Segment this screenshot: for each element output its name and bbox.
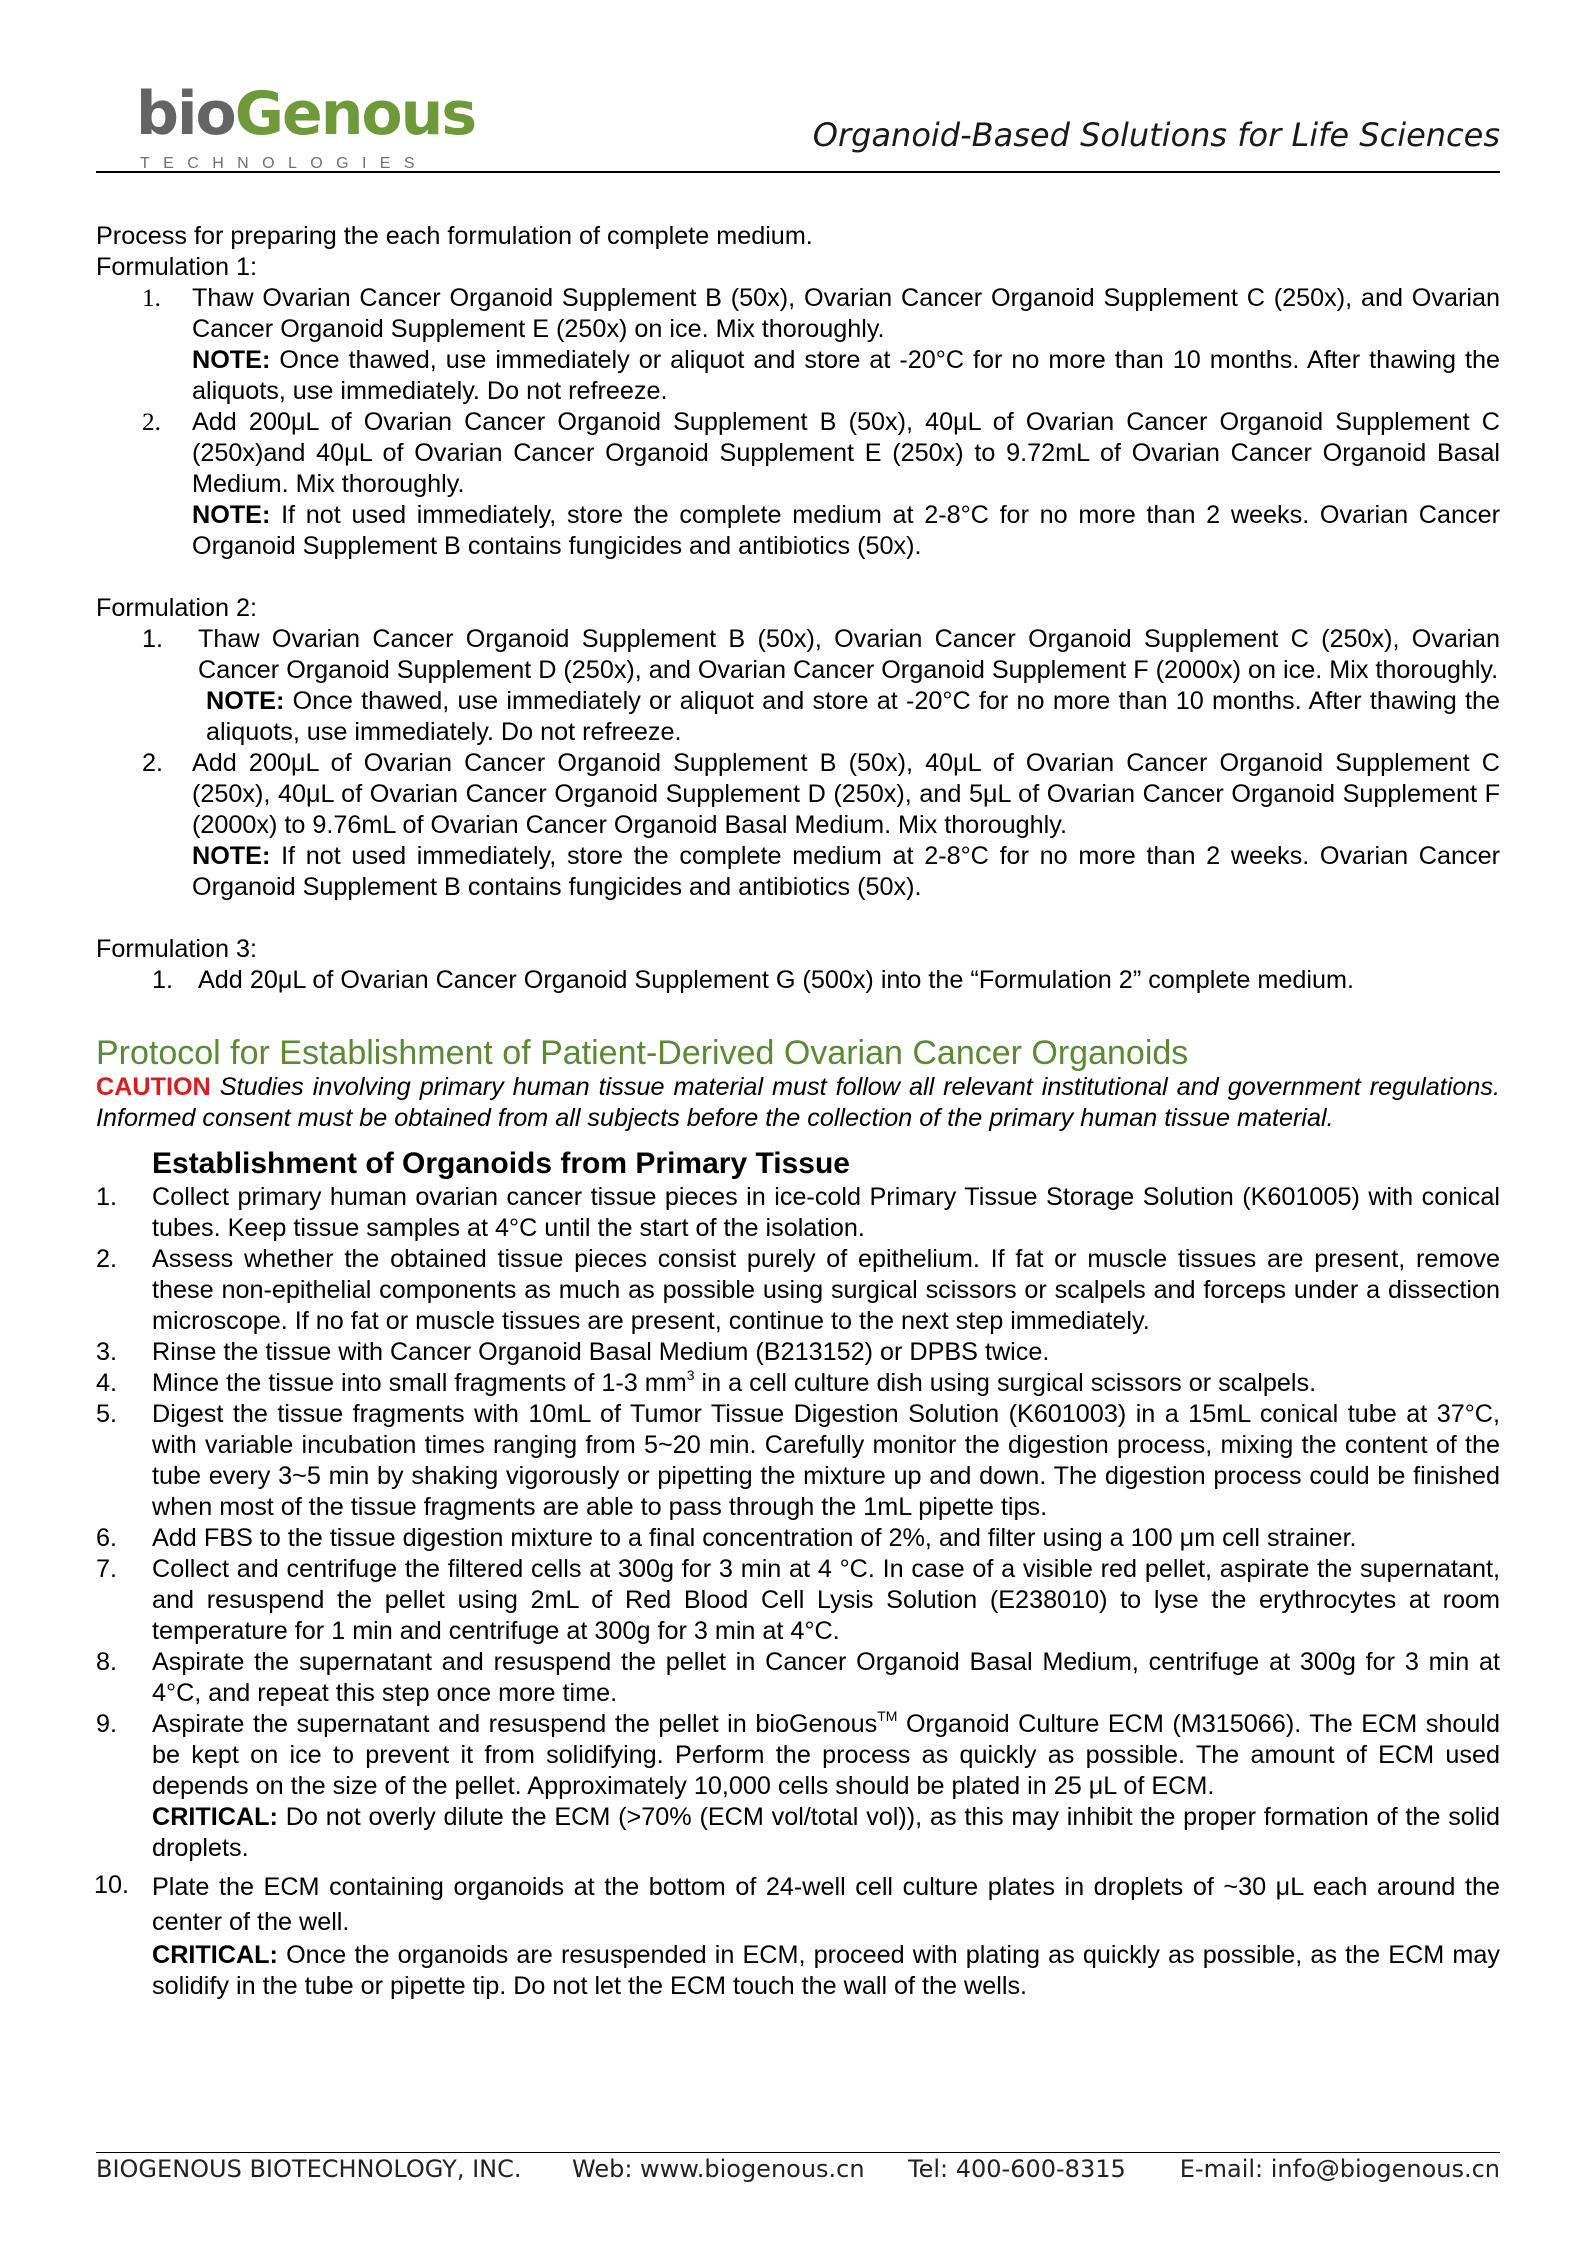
list-number: 1. [152, 966, 174, 994]
list-item [96, 283, 1500, 407]
protocol-step [96, 1523, 1500, 1554]
step-text [152, 1368, 1500, 1399]
establishment-subheading: Establishment of Organoids from Primary Tissue [152, 1147, 850, 1180]
list-number: 1. [142, 625, 164, 653]
note-label: NOTE: [192, 842, 271, 870]
logo-bio-text: bio [136, 79, 235, 149]
step-number: 5. [96, 1400, 118, 1428]
document-page [96, 0, 1500, 2245]
step-number: 7. [96, 1555, 118, 1583]
note-text: If not used immediately, store the complete medium at 2-8°C for no more than 2 weeks. Ovarian Cancer Organoid Supplement B contains fungicides and antibiotics (50x). [192, 501, 1501, 560]
protocol-step [96, 1709, 1500, 1864]
step-number: 6. [96, 1524, 118, 1552]
step-text: Assess whether the obtained tissue pieces consist purely of epithelium. If fat or muscle tissues are present, remove these non-epithelial components as much as possible using surgical scissors or scalpels and forceps under a dissection microscope. If no fat or muscle tissues are present, continue to the next step immediately. [152, 1245, 1500, 1335]
caution-label: CAUTION [96, 1073, 211, 1101]
footer-web: Web: www.biogenous.cn [572, 2155, 865, 2183]
protocol-step [96, 1244, 1500, 1337]
footer-tel: Tel: 400-600-8315 [908, 2155, 1126, 2183]
formulation-2-title: Formulation 2: [96, 594, 257, 622]
list-item [96, 965, 1500, 996]
note-paragraph [192, 841, 1500, 903]
step-number: 1. [96, 1183, 118, 1211]
note-label: NOTE: [206, 687, 285, 715]
company-logo [136, 79, 476, 179]
list-item-text: Thaw Ovarian Cancer Organoid Supplement B (50x), Ovarian Cancer Organoid Supplement C (250x), Ovarian Cancer Organoid Supplement D (250x), and Ovarian Cancer Organoid Supplement F (2000x) on ice. Mix thoroughly. [198, 625, 1500, 684]
note-text: If not used immediately, store the complete medium at 2-8°C for no more than 2 weeks. Ovarian Cancer Organoid Supplement B contains fungicides and antibiotics (50x). [192, 842, 1501, 901]
footer-divider [96, 2152, 1500, 2153]
formulation-2-list [96, 624, 1500, 903]
caution-paragraph [96, 1072, 1500, 1134]
critical-label: CRITICAL: [152, 1803, 278, 1831]
list-item-text: Add 200μL of Ovarian Cancer Organoid Supplement B (50x), 40μL of Ovarian Cancer Organoid Supplement C (250x), 40μL of Ovarian Cancer Organoid Supplement D (250x), and 5μL of Ovarian Cancer Organoid Supplement F (2000x) to 9.76mL of Ovarian Cancer Organoid Basal Medium. Mix thoroughly. [192, 749, 1500, 839]
step-number: 4. [96, 1369, 118, 1397]
logo-genous-text: Genous [234, 79, 476, 149]
critical-text: Once the organoids are resuspended in ECM, proceed with plating as quickly as possible, as the ECM may solidify in the tube or pipette tip. Do not let the ECM touch the wall of the wells. [152, 1941, 1500, 2000]
step-number: 9. [96, 1710, 118, 1738]
critical-text: Do not overly dilute the ECM (>70% (ECM vol/total vol)), as this may inhibit the proper formation of the solid droplets. [152, 1803, 1501, 1862]
formulation-3-list [96, 965, 1500, 996]
list-item [96, 624, 1500, 748]
note-paragraph [192, 500, 1500, 562]
list-item-text: Add 200μL of Ovarian Cancer Organoid Supplement B (50x), 40μL of Ovarian Cancer Organoid Supplement C (250x)and 40μL of Ovarian Cancer Organoid Supplement E (250x) to 9.72mL of Ovarian Cancer Organoid Basal Medium. Mix thoroughly. [192, 408, 1500, 498]
trademark-superscript: TM [877, 1707, 898, 1724]
step-text-part: Organoid Culture ECM (M315066). The ECM should be kept on ice to prevent it from solidifying. Perform the process as quickly as possible. The amount of ECM used depends on the size of the pellet. Approximately 10,000 cells should be plated in 25 μL of ECM. [152, 1710, 1500, 1800]
step-text: Aspirate the supernatant and resuspend the pellet in Cancer Organoid Basal Medium, centrifuge at 300g for 3 min at 4°C, and repeat this step once more time. [152, 1648, 1500, 1707]
protocol-steps-list [96, 1182, 1500, 2002]
protocol-step [96, 1368, 1500, 1399]
document-body [96, 221, 1500, 2002]
formulation-3-title: Formulation 3: [96, 935, 257, 963]
list-number: 1. [142, 285, 161, 312]
formulation-1-title: Formulation 1: [96, 253, 257, 281]
note-label: NOTE: [192, 501, 271, 529]
step-text-part: Aspirate the supernatant and resuspend the pellet in bioGenous [152, 1710, 878, 1738]
header-tagline: Organoid-Based Solutions for Life Sciences [812, 116, 1500, 154]
step-number: 8. [96, 1648, 118, 1676]
protocol-step [96, 1337, 1500, 1368]
step-number: 10. [94, 1871, 130, 1899]
critical-label: CRITICAL: [152, 1941, 278, 1969]
note-paragraph [192, 345, 1500, 407]
protocol-step [96, 1870, 1500, 2002]
note-paragraph [198, 686, 1500, 748]
step-text: Digest the tissue fragments with 10mL of Tumor Tissue Digestion Solution (K601003) in a 15mL conical tube at 37°C, with variable incubation times ranging from 5~20 min. Carefully monitor the digestion process, mixing the content of the tube every 3~5 min by shaking vigorously or pipetting the mixture up and down. The digestion process could be finished when most of the tissue fragments are able to pass through the 1mL pipette tips. [152, 1400, 1500, 1521]
superscript: 3 [686, 1366, 695, 1383]
list-number: 2. [142, 749, 164, 777]
step-text: Add FBS to the tissue digestion mixture to a final concentration of 2%, and filter using a 100 μm cell strainer. [152, 1524, 1357, 1552]
step-text: Collect primary human ovarian cancer tissue pieces in ice-cold Primary Tissue Storage Solution (K601005) with conical tubes. Keep tissue samples at 4°C until the start of the isolation. [152, 1183, 1500, 1242]
step-text: Plate the ECM containing organoids at the bottom of 24-well cell culture plates in droplets of ~30 μL each around the center of the well. [152, 1873, 1500, 1936]
list-item [96, 407, 1500, 562]
header-divider [96, 171, 1500, 173]
logo-subtitle: TECHNOLOGIES [140, 155, 428, 172]
note-text: Once thawed, use immediately or aliquot and store at -20°C for no more than 10 months. After thawing the aliquots, use immediately. Do not refreeze. [192, 346, 1501, 405]
critical-paragraph [152, 1802, 1500, 1864]
intro-text: Process for preparing the each formulation of complete medium. [96, 222, 813, 250]
caution-text: Studies involving primary human tissue material must follow all relevant institutional and government regulations. Informed consent must be obtained from all subjects before the collection of the primary human tissue material. [96, 1073, 1500, 1132]
step-text-part: in a cell culture dish using surgical scissors or scalpels. [694, 1369, 1317, 1397]
list-item-text: Add 20μL of Ovarian Cancer Organoid Supplement G (500x) into the “Formulation 2” complete medium. [198, 966, 1354, 994]
critical-paragraph [152, 1940, 1500, 2002]
step-text: Collect and centrifuge the filtered cells at 300g for 3 min at 4 °C. In case of a visible red pellet, aspirate the supernatant, and resuspend the pellet using 2mL of Red Blood Cell Lysis Solution (E238010) to lyse the erythrocytes at room temperature for 1 min and centrifuge at 300g for 3 min at 4°C. [152, 1555, 1500, 1645]
footer-email: E-mail: info@biogenous.cn [1179, 2155, 1500, 2183]
list-number: 2. [142, 409, 161, 436]
protocol-heading: Protocol for Establishment of Patient-Derived Ovarian Cancer Organoids [96, 1034, 1189, 1072]
step-number: 3. [96, 1338, 118, 1366]
protocol-step [96, 1399, 1500, 1523]
step-text: Rinse the tissue with Cancer Organoid Basal Medium (B213152) or DPBS twice. [152, 1338, 1050, 1366]
protocol-step [96, 1647, 1500, 1709]
step-text [152, 1709, 1500, 1802]
step-text-part: Mince the tissue into small fragments of 1-3 mm [152, 1369, 687, 1397]
footer-company: BIOGENOUS BIOTECHNOLOGY, INC. [96, 2155, 522, 2183]
note-text: Once thawed, use immediately or aliquot and store at -20°C for no more than 10 months. After thawing the aliquots, use immediately. Do not refreeze. [206, 687, 1501, 746]
list-item-text: Thaw Ovarian Cancer Organoid Supplement B (50x), Ovarian Cancer Organoid Supplement C (250x), and Ovarian Cancer Organoid Supplement E (250x) on ice. Mix thoroughly. [192, 284, 1500, 343]
protocol-step [96, 1554, 1500, 1647]
step-number: 2. [96, 1245, 118, 1273]
protocol-step [96, 1182, 1500, 1244]
note-label: NOTE: [192, 346, 271, 374]
list-item [96, 748, 1500, 903]
formulation-1-list [96, 283, 1500, 562]
